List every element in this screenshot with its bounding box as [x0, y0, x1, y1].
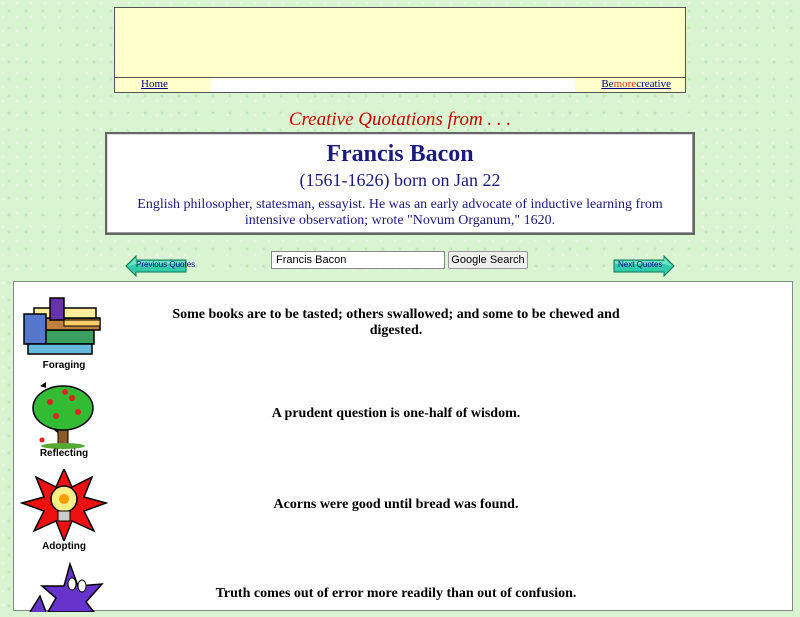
quote-3: Acorns were good until bread was found.	[273, 497, 519, 512]
bemore-mid: more	[613, 78, 637, 90]
reflecting-icon-block[interactable]	[20, 380, 108, 462]
author-description: English philosopher, statesman, essayist. He was an early advocate of inductive learning from intensive observation; wrote "Novum Organum," 1620.	[137, 197, 663, 228]
next-quotes-button[interactable]	[613, 255, 675, 277]
home-link[interactable]: Home	[141, 78, 168, 90]
foraging-icon-block[interactable]	[20, 296, 108, 374]
ad-area	[115, 8, 685, 78]
fourth-icon-block[interactable]	[20, 562, 108, 612]
quote-panel	[13, 281, 793, 611]
bemore-post: creative	[636, 78, 671, 90]
search-input[interactable]	[271, 251, 445, 269]
adopting-icon-block[interactable]	[20, 469, 108, 553]
author-box	[105, 132, 695, 235]
adopting-caption: Adopting	[42, 541, 86, 552]
quote-4: Truth comes out of error more readily than out of confusion.	[215, 586, 577, 601]
banner-link-bar	[115, 77, 685, 92]
reflecting-caption: Reflecting	[39, 448, 89, 459]
lightbulb-icon	[20, 469, 108, 541]
star-character-icon	[20, 562, 108, 612]
next-quotes-label: Next Quotes	[618, 260, 663, 269]
previous-quotes-label: Previous Quotes	[136, 260, 196, 269]
author-name: Francis Bacon	[326, 141, 474, 167]
bemore-pre: Be	[601, 78, 614, 90]
top-banner	[114, 7, 686, 93]
google-search-button[interactable]: Google Search	[448, 251, 528, 269]
books-icon	[20, 296, 108, 358]
banner-left-cell	[115, 78, 211, 92]
author-dates: (1561-1626) born on Jan 22	[299, 170, 501, 190]
bemorecreative-link[interactable]	[601, 78, 671, 91]
banner-right-cell	[575, 78, 685, 92]
quote-2: A prudent question is one-half of wisdom.	[271, 406, 521, 421]
creative-quotations-heading: Creative Quotations from . . .	[288, 109, 512, 130]
foraging-caption: Foraging	[42, 360, 86, 371]
quote-1: Some books are to be tasted; others swallowed; and some to be chewed and digested.	[172, 307, 620, 338]
tree-icon	[20, 380, 108, 450]
previous-quotes-button[interactable]	[125, 255, 196, 277]
